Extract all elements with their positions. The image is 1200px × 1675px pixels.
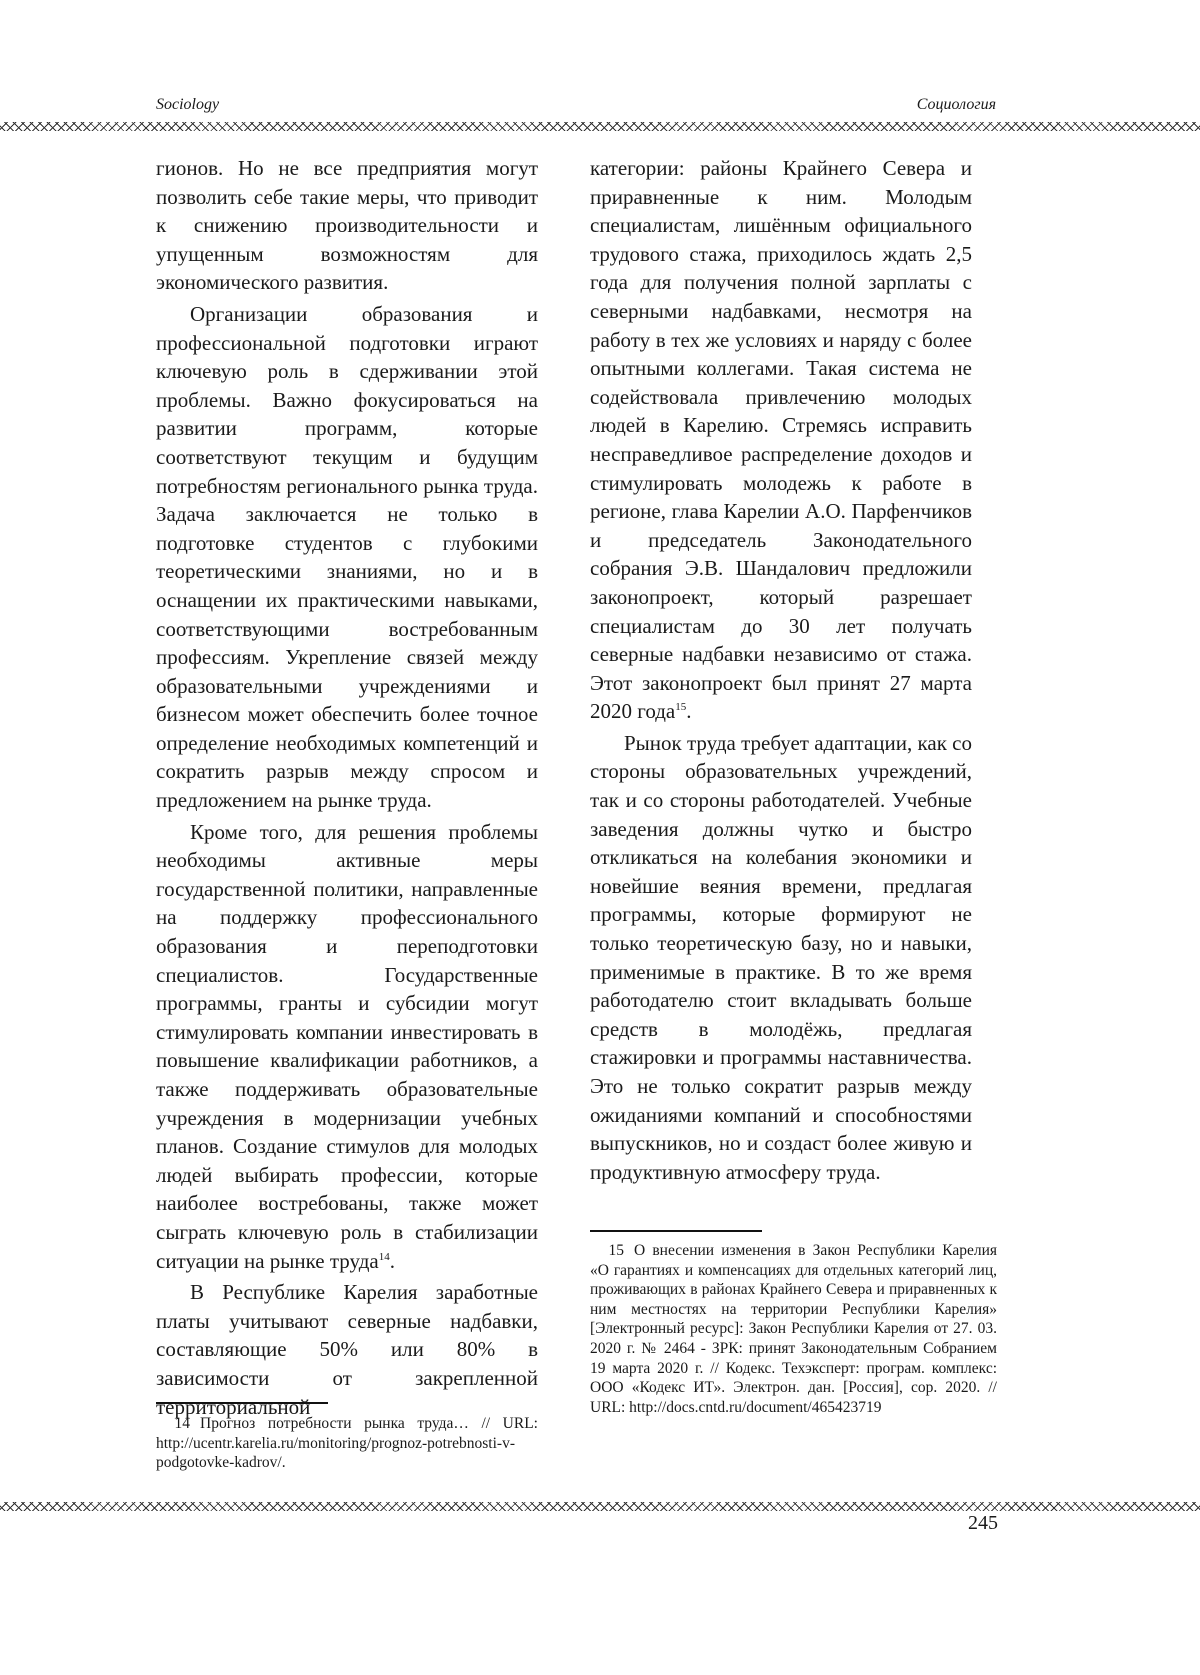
- footnote-text: Прогноз потребности рынка труда… // URL: http://ucentr.karelia.ru/monitoring/prognoz-potrebnosti-v-podgotovke-kadrov/.: [156, 1415, 538, 1472]
- footnote-rule: [590, 1230, 762, 1232]
- page-number: 245: [968, 1512, 998, 1534]
- footnote-15: [590, 1241, 997, 1417]
- running-head: [156, 96, 996, 118]
- running-head-right: Социология: [916, 96, 996, 113]
- paragraph-end: .: [389, 1248, 395, 1273]
- right-column: [590, 154, 972, 1186]
- paragraph: гионов. Но не все предприятия могут позволить себе такие меры, что приводит к снижению производительности и упущенным возможностям для экономического развития.: [156, 156, 538, 295]
- paragraph-text: Кроме того, для решения проблемы необходимы активные меры государственной политики, направленные на поддержку профессионального образования и переподготовки специалистов. Государственные программы, гранты и субсидии могут стимулировать компании инвестировать в повышение квалификации работников, а также поддерживать образовательные учреждения в модернизации учебных планов. Создание стимулов для молодых людей выбирать профессии, которые наиболее востребованы, также может сыграть ключевую роль в стабилизации ситуации на рынке труда: [156, 819, 538, 1273]
- footnote-text: О внесении изменения в Закон Республики Карелия «О гарантиях и компенсациях для отдельных категорий лиц, проживающих в районах Крайнего Севера и приравненных к ним местностях на территории Республики Карелия» [Электронный ресурс]: Закон Республики Карелия от 27. 03. 2020 г. № 2464 - ЗРК: принят Законодательным Собранием 19 марта 2020 г. // Кодекс. Техэксперт: програм. комплекс: ООО «Кодекс ИТ». Электрон. дан. [Россия], cop. 2020. // URL: http://docs.cntd.ru/document/465423719: [590, 1242, 997, 1416]
- footnote-number: 14: [174, 1415, 190, 1432]
- paragraph: Рынок труда требует адаптации, как со стороны образовательных учреждений, так и со стороны работодателей. Учебные заведения должны чутко и быстро откликаться на колебания экономики и новейшие веяния времени, предлагая программы, которые формируют не только теоретическую базу, но и навыки, применимые в практике. В то же время работодателю стоит вкладывать больше средств в молодёжь, предлагая стажировки и программы наставничества. Это не только сократит разрыв между ожиданиями компаний и способностями выпускников, но и создаст более живую и продуктивную атмосферу труда.: [590, 730, 972, 1184]
- footnote-ref-14[interactable]: 14: [378, 1250, 390, 1263]
- left-column: [156, 154, 538, 1421]
- paragraph-text: категории: районы Крайнего Севера и приравненные к ним. Молодым специалистам, лишённым официального трудового стажа, приходилось ждать 2,5 года для получения полной зарплаты с северными надбавками, несмотря на работу в тех же условиях и наряду с более опытными коллегами. Такая система не содействовала привлечению молодых людей в Карелию. Стремясь исправить несправедливое распределение доходов и стимулировать молодежь к работе в регионе, глава Карелии А.О. Парфенчиков и председатель Законодательного собрания Э.В. Шандалович предложили законопроект, который разрешает специалистам до 30 лет получать северные надбавки независимо от стажа. Этот законопроект был принят 27 марта 2020 года: [590, 156, 972, 724]
- paragraph: [156, 818, 538, 1276]
- paragraph: Организации образования и профессиональной подготовки играют ключевую роль в сдерживании этой проблемы. Важно фокусироваться на развитии программ, которые соответствуют текущим и будущим потребностям регионального рынка труда. Задача заключается не только в подготовке студентов с глубокими теоретическими знаниями, но и в оснащении их практическими навыками, соответствующими востребованным профессиям. Укрепление связей между образовательными учреждениями и бизнесом может обеспечить более точное определение необходимых компетенций и сократить разрыв между спросом и предложением на рынке труда.: [156, 301, 538, 813]
- running-head-left: Sociology: [156, 96, 220, 113]
- paragraph: В Республике Карелия заработные платы учитывают северные надбавки, составляющие 50% или 80% в зависимости от закрепленной территориальной: [156, 1280, 538, 1419]
- footnote-14: [156, 1414, 538, 1473]
- footnote-ref-15[interactable]: 15: [675, 701, 687, 714]
- footnote-rule: [156, 1402, 328, 1404]
- paragraph-end: .: [686, 699, 692, 724]
- paragraph: [590, 154, 972, 726]
- footnote-number: 15: [608, 1242, 624, 1259]
- footnote-area-right: [590, 1230, 997, 1417]
- top-ornamental-rule: [0, 122, 1200, 131]
- bottom-ornamental-rule: [0, 1502, 1200, 1511]
- footnote-area-left: [156, 1402, 538, 1473]
